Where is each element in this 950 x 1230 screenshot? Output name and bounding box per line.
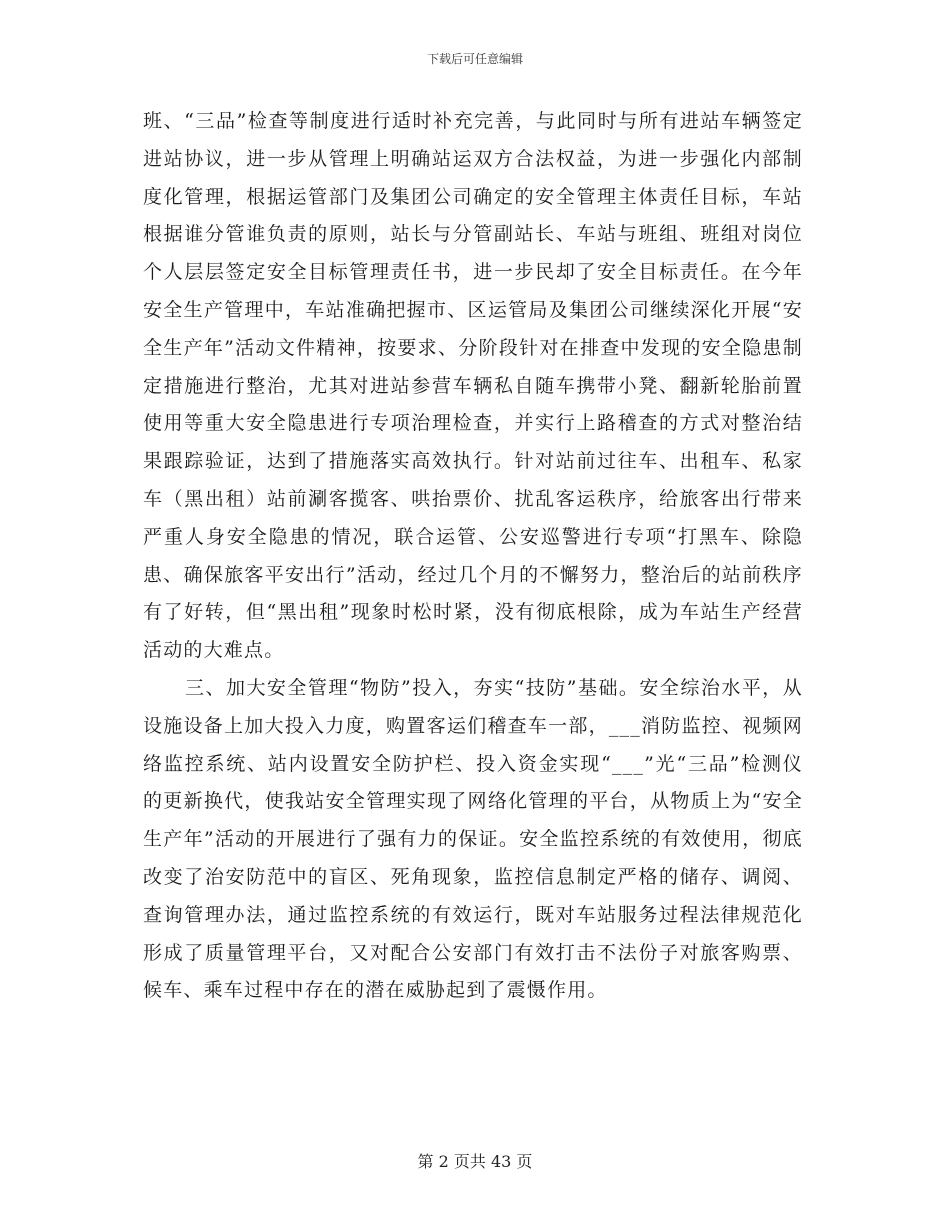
page-number: 第 2 页共 43 页: [417, 1152, 533, 1171]
paragraph-continued: 班、“三品”检查等制度进行适时补充完善，与此同时与所有进站车辆签定进站协议，进一步从管理上明确站运双方合法权益，为进一步强化内部制度化管理，根据运管部门及集团公司确定的安全管理主体责任目标，车站根据谁分管谁负责的原则，站长与分管副站长、车站与班组、班组对岗位个人层层签定安全目标管理责任书，进一步民却了安全目标责任。在今年安全生产管理中，车站准确把握市、区运管局及集团公司继续深化开展“安全生产年”活动文件精神，按要求、分阶段针对在排查中发现的安全隐患制定措施进行整治，尤其对进站参营车辆私自随车携带小凳、翻新轮胎前置使用等重大安全隐患进行专项治理检查，并实行上路稽查的方式对整治结果跟踪验证，达到了措施落实高效执行。针对站前过往车、出租车、私家车（黑出租）站前涮客揽客、哄抬票价、扰乱客运秩序，给旅客出行带来严重人身安全隐患的情况，联合运管、公安巡警进行专项“打黑车、除隐患、确保旅客平安出行”活动，经过几个月的不懈努力，整治后的站前秩序有了好转，但“黑出租”现象时松时紧，没有彻底根除，成为车站生产经营活动的大难点。: [143, 110, 803, 662]
document-body: [143, 103, 803, 1010]
page-header: 下载后可任意编辑: [426, 52, 523, 66]
paragraph-section-three: 三、加大安全管理“物防”投入，夯实“技防”基础。安全综治水平，从设施设备上加大投入力度，购置客运们稽查车一部，___消防监控、视频网络监控系统、站内设置安全防护栏、投入资金实现“___”光“三品”检测仪的更新换代，使我站安全管理实现了网络化管理的平台，从物质上为“安全生产年”活动的开展进行了强有力的保证。安全监控系统的有效使用，彻底改变了治安防范中的盲区、死角现象，监控信息制定严格的储存、调阅、查询管理办法，通过监控系统的有效运行，既对车站服务过程法律规范化形成了质量管理平台，又对配合公安部门有效打击不法份子对旅客购票、候车、乘车过程中存在的潜在威胁起到了震慑作用。: [143, 676, 803, 1002]
